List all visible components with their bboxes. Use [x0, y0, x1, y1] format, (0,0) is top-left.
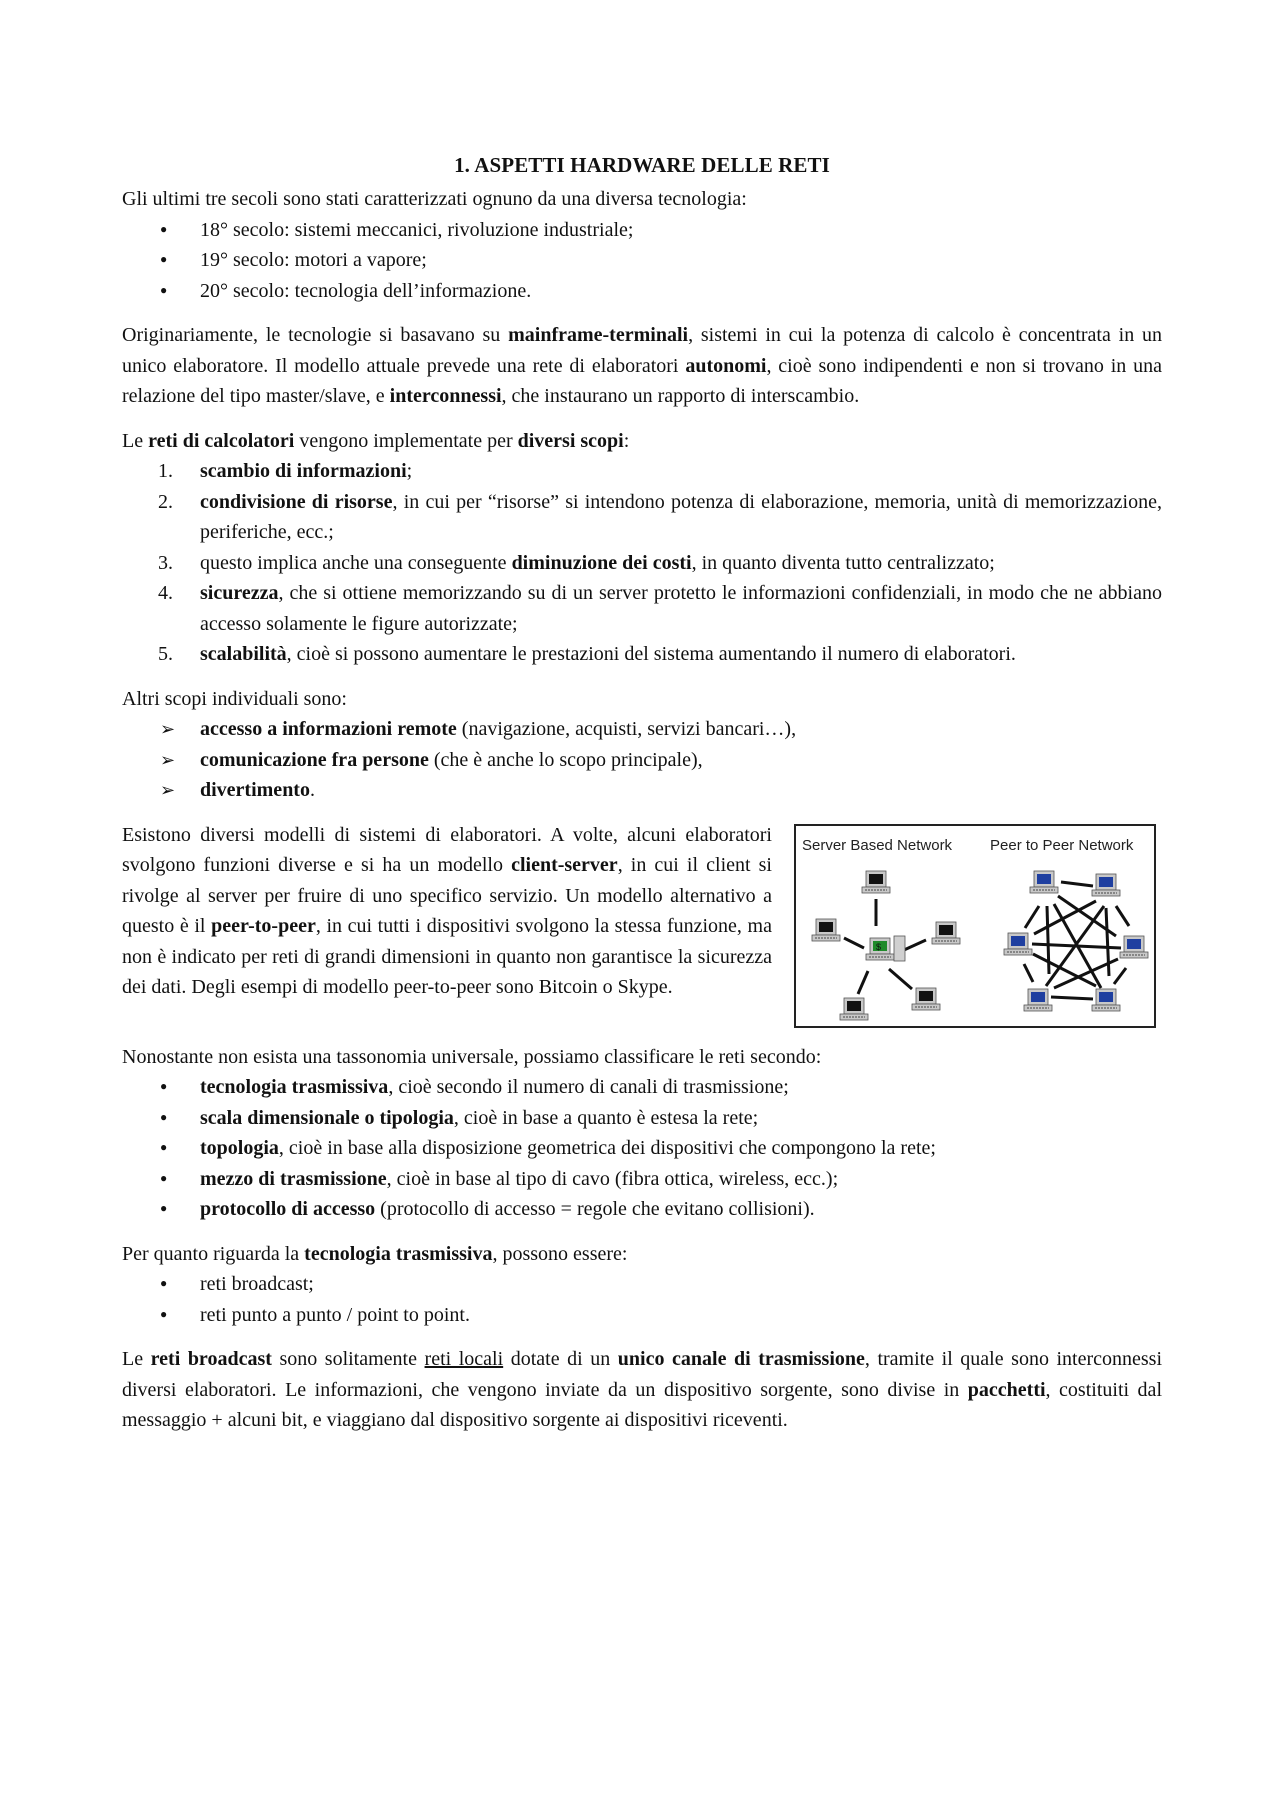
scopi-intro: Le reti di calcolatori vengono implementate per diversi scopi: [122, 429, 630, 452]
list-number: 2. [158, 490, 173, 513]
document-page [122, 150, 1162, 1436]
bullet-icon [160, 1269, 190, 1302]
list-item: 1. scambio di informazioni; [122, 456, 1162, 487]
network-diagram [796, 826, 1154, 1026]
modelli-paragraph: Esistono diversi modelli di sistemi di elaboratori. A volte, alcuni elaboratori svolgono funzioni diverse e si ha un modello client-server, in cui il client si rivolge al server per fruire di uno specifico servizio. Un modello alternativo a questo è il peer-to-peer, in cui tutti i dispositivi svolgono la stessa funzione, ma non è indicato per reti di grandi dimensioni in quanto non garantisce la sicurezza dei dati. Degli esempi di modello peer-to-peer sono Bitcoin o Skype. [122, 823, 772, 998]
tecnologia-list [122, 1269, 1162, 1330]
scopi-list [122, 456, 1162, 670]
peer-computer-icon [1092, 989, 1120, 1011]
broadcast-paragraph: Le reti broadcast sono solitamente reti locali dotate di un unico canale di trasmissione, tramite il quale sono interconnessi diversi elaboratori. Le informazioni, che vengono inviate da un dispositivo sorgente, sono divise in pacchetti, costituiti dal messaggio + alcuni bit, e viaggiano dal dispositivo sorgente ai dispositivi riceventi. [122, 1348, 1163, 1431]
list-item: 2. condivisione di risorse, in cui per “risorse” si intendono potenza di elaborazione, memoria, unità di memorizzazione, periferiche, ecc.; [122, 487, 1162, 548]
list-item: 4. sicurezza, che si ottiene memorizzando su di un server protetto le informazioni confidenziali, in modo che ne abbiano accesso solamente le figure autorizzate; [122, 578, 1162, 639]
list-item: ● reti broadcast; [122, 1269, 1162, 1300]
server-based-label: Server Based Network [802, 836, 953, 854]
altri-scopi-intro: Altri scopi individuali sono: [122, 687, 347, 710]
list-item: ➢ comunicazione fra persone (che è anche lo scopo principale), [122, 745, 1162, 776]
arrow-bullet-icon: ➢ [160, 780, 176, 800]
network-diagram-figure [794, 824, 1156, 1028]
client-computer-icon [912, 988, 940, 1010]
bullet-icon [160, 1072, 190, 1105]
peer-links [1024, 882, 1129, 999]
peer-computer-icon [1030, 871, 1058, 893]
list-number: 3. [158, 551, 173, 574]
svg-text:$: $ [876, 941, 882, 952]
list-item: ● reti punto a punto / point to point. [122, 1300, 1162, 1331]
list-item: 3. questo implica anche una conseguente diminuzione dei costi, in quanto diventa tutto centralizzato; [122, 548, 1162, 579]
altri-scopi-section [122, 684, 1162, 806]
list-item: ➢ accesso a informazioni remote (navigazione, acquisti, servizi bancari…), [122, 714, 1162, 745]
classificazione-list [122, 1072, 1162, 1225]
list-item: ● mezzo di trasmissione, cioè in base al tipo di cavo (fibra ottica, wireless, ecc.); [122, 1164, 1162, 1195]
list-item: ➢ divertimento. [122, 775, 1162, 806]
century-list [122, 215, 1162, 307]
scopi-section [122, 426, 1162, 670]
peer-computer-icon [1092, 874, 1120, 896]
classificazione-section [122, 1042, 1162, 1225]
arrow-bullet-icon: ➢ [160, 719, 176, 739]
modelli-section [122, 820, 1162, 1028]
peer-computer-icon [1024, 989, 1052, 1011]
intro-section [122, 184, 1162, 306]
peer-to-peer-label: Peer to Peer Network [990, 836, 1134, 854]
list-item: ● 20° secolo: tecnologia dell’informazione. [122, 276, 1162, 307]
server-computer-icon [866, 936, 905, 961]
bullet-icon [160, 1300, 190, 1333]
list-item: ● tecnologia trasmissiva, cioè secondo il numero di canali di trasmissione; [122, 1072, 1162, 1103]
peer-computer-icon [1120, 936, 1148, 958]
list-number: 5. [158, 643, 173, 665]
bullet-icon [160, 1133, 190, 1166]
list-item: ● 19° secolo: motori a vapore; [122, 245, 1162, 276]
bullet-icon [160, 276, 190, 309]
peer-computer-icon [1004, 933, 1032, 955]
list-item: ● scala dimensionale o tipologia, cioè in base a quanto è estesa la rete; [122, 1103, 1162, 1134]
bullet-icon [160, 1103, 190, 1136]
bullet-icon [160, 1164, 190, 1197]
client-computer-icon [932, 922, 960, 944]
list-item: ● 18° secolo: sistemi meccanici, rivoluzione industriale; [122, 215, 1162, 246]
arrow-bullet-icon: ➢ [160, 749, 176, 770]
list-item: ● protocollo di accesso (protocollo di accesso = regole che evitano collisioni). [122, 1194, 1162, 1225]
list-number: 4. [158, 582, 173, 604]
tecnologia-intro: Per quanto riguarda la tecnologia trasmissiva, possono essere: [122, 1242, 628, 1265]
client-computer-icon [812, 919, 840, 941]
list-item: ● topologia, cioè in base alla disposizione geometrica dei dispositivi che compongono la rete; [122, 1133, 1162, 1164]
bullet-icon [160, 245, 190, 278]
altri-scopi-list [122, 714, 1162, 806]
intro-text: Gli ultimi tre secoli sono stati caratterizzati ognuno da una diversa tecnologia: [122, 188, 747, 210]
classificazione-intro: Nonostante non esista una tassonomia universale, possiamo classificare le reti secondo: [122, 1045, 822, 1068]
page-title: 1. ASPETTI HARDWARE DELLE RETI [454, 153, 830, 177]
list-item: 5. scalabilità, cioè si possono aumentare le prestazioni del sistema aumentando il numero di elaboratori. [122, 639, 1162, 670]
tecnologia-section [122, 1239, 1162, 1331]
bullet-icon [160, 1194, 190, 1227]
bullet-icon [160, 215, 190, 248]
mainframe-paragraph: Originariamente, le tecnologie si basavano su mainframe-terminali, sistemi in cui la potenza di calcolo è concentrata in un unico elaboratore. Il modello attuale prevede una rete di elaboratori autonomi, cioè sono indipendenti e non si trovano in una relazione del tipo master/slave, e interconnessi, che instaurano un rapporto di interscambio. [122, 324, 1162, 407]
client-computer-icon [862, 871, 890, 893]
list-number: 1. [158, 460, 173, 482]
client-computer-icon [840, 998, 868, 1020]
